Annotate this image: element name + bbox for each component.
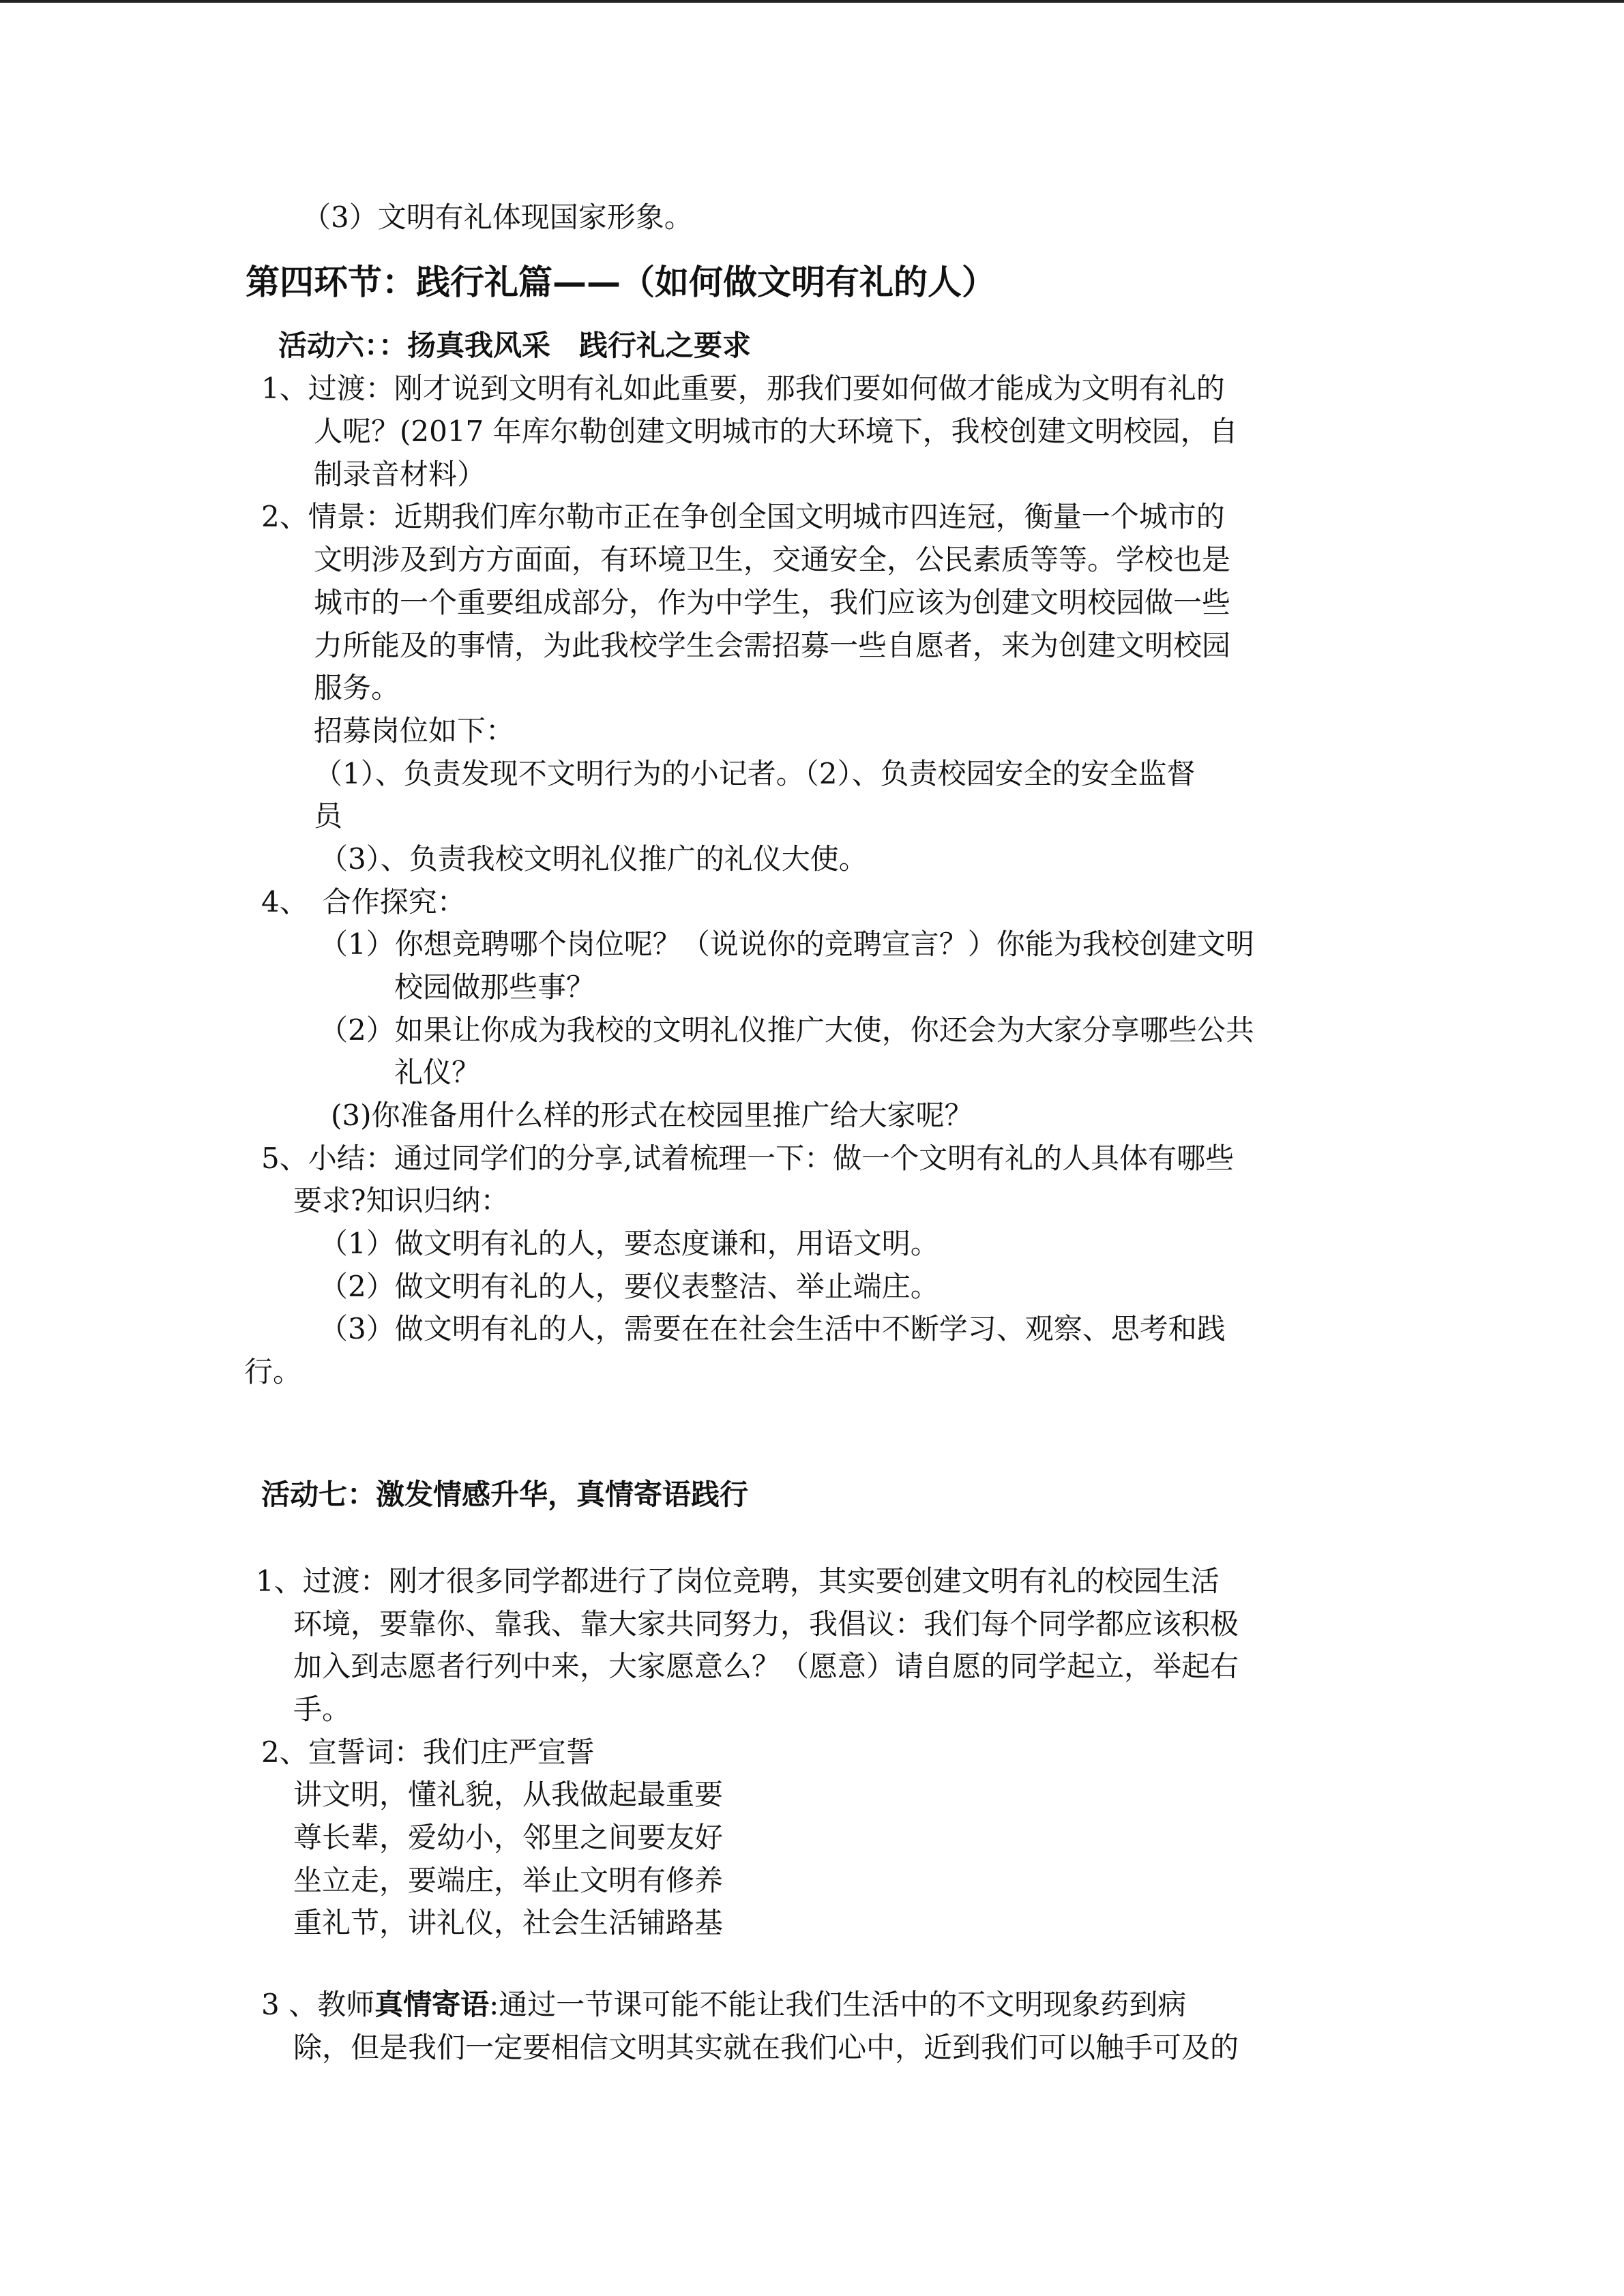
text-line: 4、 合作探究： [261,885,466,919]
text-line: 招募岗位如下： [314,714,515,747]
text-line: （1）你想竞聘哪个岗位呢？（说说你的竞聘宣言？）你能为我校创建文明 [319,927,1254,961]
text-line: 制录音材料） [314,458,486,491]
text-line: (3)你准备用什么样的形式在校园里推广给大家呢？ [331,1099,973,1132]
text-line: 服务。 [314,671,400,704]
text-line: 加入到志愿者行列中来，大家愿意么？（愿意）请自愿的同学起立，举起右 [293,1650,1239,1683]
text-line: 人呢？(2017 年库尔勒创建文明城市的大环境下，我校创建文明校园，自 [314,415,1238,448]
text-line: 行。 [244,1355,302,1388]
text-line: 力所能及的事情，为此我校学生会需招募一些自愿者，来为创建文明校园 [314,629,1231,662]
text-run: :通过一节课可能不能让我们生活中的不文明现象药到病 [489,1988,1187,2021]
text-line [261,1986,1186,2023]
oath-line: 尊长辈，爱幼小，邻里之间要友好 [293,1821,724,1854]
text-run: 3 、教师 [261,1988,375,2021]
text-line: （3）文明有礼体现国家形象。 [302,200,693,234]
text-line: 文明涉及到方方面面，有环境卫生，交通安全，公民素质等等。学校也是 [314,543,1231,576]
text-line: 要求?知识归纳： [293,1184,510,1217]
oath-line: 重礼节，讲礼仪，社会生活铺路基 [293,1906,724,1939]
text-line: （2）做文明有礼的人，要仪表整洁、举止端庄。 [319,1270,939,1303]
text-line: （1）、负责发现不文明行为的小记者。（2）、负责校园安全的安全监督 [314,757,1196,790]
text-line: 礼仪？ [394,1056,481,1089]
oath-line: 讲文明，懂礼貌，从我做起最重要 [293,1778,724,1811]
activity-heading: 活动六：：扬真我风采 践行礼之要求 [278,329,752,362]
text-line: 2、情景：近期我们库尔勒市正在争创全国文明城市四连冠，衡量一个城市的 [261,500,1225,533]
text-line: （2）如果让你成为我校的文明礼仪推广大使，你还会为大家分享哪些公共 [319,1013,1254,1047]
text-line: 校园做那些事？ [394,970,595,1004]
text-line: 除，但是我们一定要相信文明其实就在我们心中，近到我们可以触手可及的 [293,2031,1239,2064]
text-line: 城市的一个重要组成部分，作为中学生，我们应该为创建文明校园做一些 [314,586,1231,619]
page-top-border [0,0,1624,3]
text-line: （3）、负责我校文明礼仪推广的礼仪大使。 [319,842,868,876]
text-line: 5、小结：通过同学们的分享,试着梳理一下：做一个文明有礼的人具体有哪些 [261,1142,1235,1175]
text-line: 员 [314,799,343,833]
text-line: （1）做文明有礼的人，要态度谦和，用语文明。 [319,1227,939,1260]
bold-text-run: 真情寄语 [374,1988,490,2021]
text-line: 2、宣誓词：我们庄严宣誓 [261,1735,595,1769]
activity-heading: 活动七：激发情感升华，真情寄语践行 [261,1478,749,1511]
text-line: （3）做文明有礼的人，需要在在社会生活中不断学习、观察、思考和践 [319,1312,1226,1345]
oath-line: 坐立走，要端庄，举止文明有修养 [293,1864,724,1897]
text-line: 1、过渡：刚才很多同学都进行了岗位竞聘，其实要创建文明有礼的校园生活 [256,1564,1220,1598]
section-heading: 第四环节：践行礼篇——（如何做文明有礼的人） [246,263,996,302]
text-line: 环境，要靠你、靠我、靠大家共同努力，我倡议：我们每个同学都应该积极 [293,1607,1239,1641]
text-line: 手。 [293,1693,351,1726]
text-line: 1、过渡：刚才说到文明有礼如此重要，那我们要如何做才能成为文明有礼的 [261,372,1225,405]
